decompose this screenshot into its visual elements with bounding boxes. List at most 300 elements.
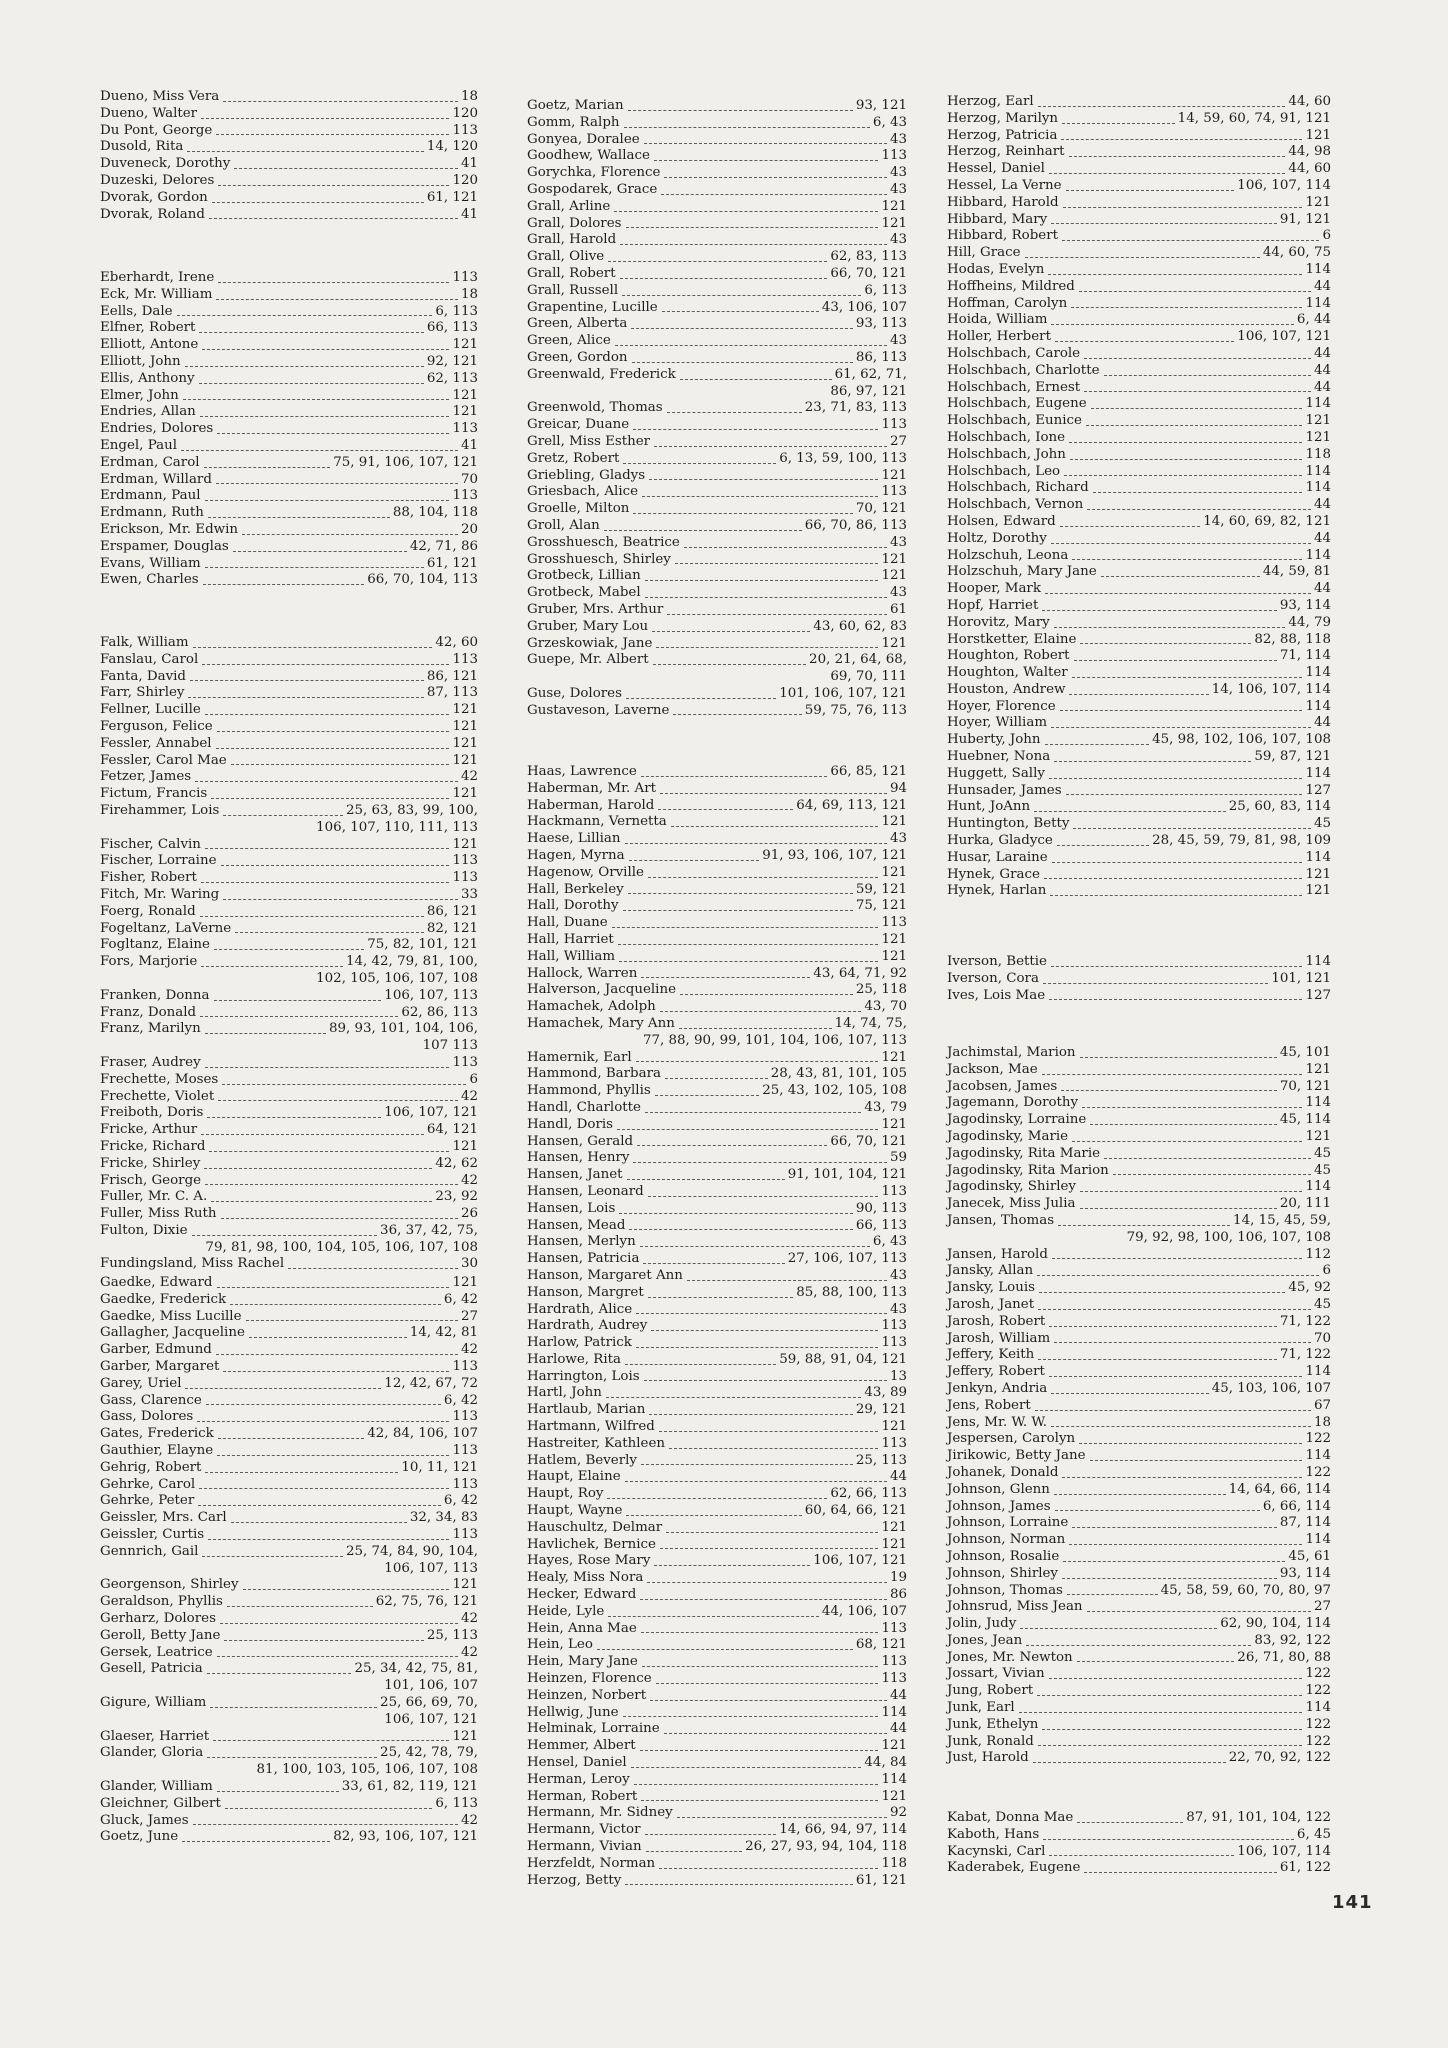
entry-name: Holschbach, Charlotte <box>947 362 1100 378</box>
dot-leader <box>1035 1410 1311 1411</box>
index-entry <box>100 769 478 786</box>
entry-pages: 121 <box>1305 866 1331 882</box>
entry-name: Jagodinsky, Shirley <box>947 1179 1077 1195</box>
entry-name: Geraldson, Phyllis <box>100 1594 223 1610</box>
dot-leader <box>640 1750 879 1751</box>
dot-leader <box>223 815 343 816</box>
dot-leader <box>647 1582 887 1583</box>
entry-pages: 14, 15, 45, 59, <box>1233 1212 1331 1228</box>
index-entry <box>100 1544 478 1561</box>
entry-pages: 121 <box>1305 194 1331 210</box>
entry-pages: 121 <box>452 836 478 852</box>
index-entry <box>527 1688 907 1705</box>
entry-name: Gaedke, Frederick <box>100 1291 227 1307</box>
dot-leader <box>206 1404 441 1405</box>
entry-pages: 114 <box>1305 261 1331 277</box>
entry-name: Ewen, Charles <box>100 572 199 588</box>
entry-name: Fanslau, Carol <box>100 651 199 667</box>
entry-pages: 120 <box>452 172 478 188</box>
entry-name: Jagemann, Dorothy <box>947 1095 1079 1111</box>
dot-leader <box>1073 828 1310 829</box>
index-entry <box>527 1453 907 1470</box>
entry-name: Glander, Gloria <box>100 1745 204 1761</box>
dot-leader <box>1091 408 1303 409</box>
dot-leader <box>208 517 390 518</box>
entry-name: Fricke, Richard <box>100 1138 206 1154</box>
dot-leader <box>1051 324 1293 325</box>
index-entry <box>947 1179 1331 1196</box>
index-entry <box>100 123 478 140</box>
dot-leader <box>209 218 458 219</box>
entry-pages: 44 <box>1313 530 1331 546</box>
entry-name: Evans, William <box>100 555 201 571</box>
dot-leader <box>645 1834 777 1835</box>
entry-pages: 61 <box>889 601 907 617</box>
entry-name: Jagodinsky, Rita Marie <box>947 1145 1101 1161</box>
dot-leader <box>628 893 853 894</box>
entry-pages: 42 <box>460 1610 478 1626</box>
entry-name: Herman, Robert <box>527 1788 638 1804</box>
dot-leader <box>1042 1074 1303 1075</box>
entry-pages: 36, 37, 42, 75, <box>380 1222 478 1238</box>
entry-pages: 106, 107, 110, 111, 113 <box>316 819 478 835</box>
index-entry <box>100 1189 478 1206</box>
index-entry <box>100 1813 478 1830</box>
index-entry <box>100 1359 478 1376</box>
dot-leader <box>608 1616 818 1617</box>
entry-pages: 14, 106, 107, 114 <box>1211 681 1331 697</box>
entry-pages: 75, 91, 106, 107, 121 <box>333 454 478 470</box>
entry-pages: 14, 60, 69, 82, 121 <box>1203 513 1331 529</box>
index-entry <box>527 781 907 798</box>
dot-leader <box>220 1623 458 1624</box>
entry-name: Jens, Mr. W. W. <box>947 1414 1048 1430</box>
index-entry <box>947 799 1331 816</box>
entry-pages: 106, 107, 121 <box>384 1711 478 1727</box>
entry-name: Herzog, Earl <box>947 94 1034 109</box>
entry-pages: 29, 121 <box>855 1402 907 1418</box>
index-entry <box>100 1510 478 1527</box>
dot-leader <box>645 597 887 598</box>
index-entry <box>947 1196 1331 1213</box>
index-entry <box>947 195 1331 212</box>
entry-pages: 113 <box>452 270 478 285</box>
dot-leader <box>249 1337 407 1338</box>
index-entry <box>100 139 478 156</box>
entry-pages: 25, 34, 42, 75, 81, <box>354 1661 478 1677</box>
index-entry <box>527 1285 907 1302</box>
index-entry <box>947 988 1331 1005</box>
entry-pages: 20 <box>460 521 478 537</box>
entry-pages: 114 <box>1305 1179 1331 1195</box>
entry-pages: 43 <box>889 534 907 550</box>
index-entry <box>947 312 1331 329</box>
entry-name: Fessler, Carol Mae <box>100 752 227 768</box>
entry-name: Franz, Marilyn <box>100 1021 201 1037</box>
entry-pages: 121 <box>452 1728 478 1744</box>
index-entry <box>947 245 1331 262</box>
entry-pages: 44, 60, 75 <box>1262 245 1331 261</box>
entry-name: Hatlem, Beverly <box>527 1452 637 1468</box>
entry-name: Gauthier, Elayne <box>100 1442 214 1458</box>
entry-pages: 27 <box>460 1308 478 1324</box>
dot-leader <box>177 315 433 316</box>
index-entry <box>100 404 478 421</box>
entry-name: Gersek, Leatrice <box>100 1644 213 1660</box>
entry-name: Fuller, Mr. C. A. <box>100 1189 208 1205</box>
dot-leader <box>1054 1494 1226 1495</box>
entry-name: Hansen, Patricia <box>527 1251 640 1267</box>
entry-name: Glander, William <box>100 1778 213 1794</box>
dot-leader <box>1054 761 1251 762</box>
dot-leader <box>185 366 424 367</box>
dot-leader <box>202 349 449 350</box>
index-entry <box>947 665 1331 682</box>
entry-name: Holzschuh, Leona <box>947 547 1069 563</box>
entry-pages: 6, 113 <box>435 1795 478 1811</box>
entry-name: Hessel, La Verne <box>947 177 1062 193</box>
dot-leader <box>1062 123 1175 124</box>
index-entry <box>947 413 1331 430</box>
entry-name: Jarosh, William <box>947 1330 1051 1346</box>
dot-leader <box>645 1112 861 1113</box>
entry-pages: 114 <box>1305 1095 1331 1111</box>
entry-name: Hallock, Warren <box>527 965 638 981</box>
entry-pages: 121 <box>1305 883 1331 899</box>
entry-name: Huntington, Betty <box>947 816 1070 832</box>
entry-pages: 66, 113 <box>426 320 478 336</box>
entry-pages: 14, 66, 94, 97, 114 <box>779 1822 907 1838</box>
entry-name: Fulton, Dixie <box>100 1222 188 1238</box>
index-entry <box>947 1566 1331 1583</box>
entry-pages: 62, 113 <box>426 370 478 386</box>
entry-pages: 121 <box>452 337 478 353</box>
index-entry <box>100 89 478 106</box>
index-entry-continuation <box>100 1240 478 1257</box>
entry-pages: 43 <box>889 181 907 197</box>
dot-leader <box>1042 1729 1302 1730</box>
dot-leader <box>1080 643 1251 644</box>
entry-pages: 127 <box>1305 782 1331 798</box>
dot-leader <box>640 1246 870 1247</box>
entry-name: Hall, William <box>527 948 616 964</box>
entry-name: Heinzen, Florence <box>527 1671 652 1687</box>
entry-name: Havlichek, Bernice <box>527 1536 656 1552</box>
index-entry <box>100 1156 478 1173</box>
entry-pages: 61, 122 <box>1279 1860 1331 1876</box>
dot-leader <box>1042 610 1277 611</box>
dot-leader <box>671 826 879 827</box>
index-entry <box>947 1583 1331 1600</box>
entry-pages: 93, 114 <box>1279 597 1331 613</box>
index-entry <box>527 848 907 865</box>
entry-pages: 121 <box>881 1049 907 1065</box>
entry-name: Grall, Harold <box>527 232 617 248</box>
index-entry-continuation <box>100 1712 478 1729</box>
dot-leader <box>246 1320 458 1321</box>
index-entry <box>100 1292 478 1309</box>
index-entry <box>527 434 907 451</box>
dot-leader <box>1043 1839 1294 1840</box>
entry-pages: 113 <box>881 1671 907 1687</box>
index-entry <box>100 1393 478 1410</box>
dot-leader <box>1063 1561 1285 1562</box>
index-entry <box>100 1796 478 1813</box>
index-entry <box>527 1201 907 1218</box>
entry-pages: 93, 121 <box>855 98 907 113</box>
entry-pages: 70 <box>460 471 478 487</box>
index-entry <box>527 316 907 333</box>
entry-pages: 44, 106, 107 <box>821 1603 907 1619</box>
dot-leader <box>1066 794 1303 795</box>
dot-leader <box>1104 1158 1311 1159</box>
entry-pages: 82, 88, 118 <box>1254 631 1331 647</box>
entry-pages: 66, 70, 121 <box>830 1133 907 1149</box>
entry-pages: 67 <box>1313 1397 1331 1413</box>
dot-leader <box>1049 778 1303 779</box>
entry-name: Hopf, Harriet <box>947 597 1039 613</box>
dot-leader <box>1080 1191 1302 1192</box>
dot-leader <box>1104 375 1311 376</box>
dot-leader <box>222 1084 466 1085</box>
entry-pages: 43, 79 <box>864 1099 907 1115</box>
dot-leader <box>187 151 423 152</box>
entry-name: Du Pont, George <box>100 122 213 138</box>
entry-pages: 59, 88, 91, 04, 121 <box>779 1351 907 1367</box>
entry-name: Hermann, Victor <box>527 1822 641 1838</box>
entry-name: Gesell, Patricia <box>100 1661 203 1677</box>
entry-pages: 32, 34, 83 <box>409 1510 478 1526</box>
index-entry <box>100 539 478 556</box>
entry-pages: 122 <box>1305 1464 1331 1480</box>
entry-name: Hanson, Margaret Ann <box>527 1267 683 1283</box>
entry-pages: 45, 98, 102, 106, 107, 108 <box>1152 732 1331 748</box>
dot-leader <box>195 781 458 782</box>
entry-pages: 101, 106, 107 <box>384 1678 478 1694</box>
dot-leader <box>648 877 878 878</box>
entry-name: Gass, Clarence <box>100 1392 202 1408</box>
index-entry <box>527 1352 907 1369</box>
entry-name: Gruber, Mary Lou <box>527 618 649 634</box>
entry-pages: 113 <box>881 417 907 433</box>
dot-leader <box>1034 811 1226 812</box>
index-entry <box>527 636 907 653</box>
entry-pages: 114 <box>881 1771 907 1787</box>
index-entry <box>527 1218 907 1235</box>
dot-leader <box>1038 1359 1277 1360</box>
entry-pages: 62, 66, 113 <box>830 1486 907 1502</box>
dot-leader <box>620 278 828 279</box>
entry-name: Hill, Grace <box>947 245 1021 261</box>
entry-pages: 43, 106, 107 <box>821 299 907 315</box>
entry-name: Hall, Dorothy <box>527 898 619 914</box>
index-entry <box>947 715 1331 732</box>
entry-pages: 44, 60 <box>1288 161 1331 177</box>
entry-name: Fanta, David <box>100 668 187 684</box>
entry-pages: 6, 44 <box>1296 312 1331 328</box>
entry-pages: 44, 84 <box>864 1755 907 1771</box>
dot-leader <box>185 1388 381 1389</box>
index-entry <box>947 1499 1331 1516</box>
entry-pages: 18 <box>1313 1414 1331 1430</box>
entry-pages: 121 <box>881 551 907 567</box>
entry-pages: 20, 111 <box>1279 1196 1331 1212</box>
index-entry <box>527 501 907 518</box>
entry-name: Hall, Berkeley <box>527 881 624 897</box>
dot-leader <box>1070 459 1303 460</box>
entry-pages: 14, 74, 75, <box>834 1015 907 1031</box>
dot-leader <box>665 1078 768 1079</box>
dot-leader <box>679 1028 832 1029</box>
dot-leader <box>213 1740 449 1741</box>
entry-name: Holler, Herbert <box>947 329 1051 345</box>
entry-pages: 64, 69, 113, 121 <box>796 797 907 813</box>
entry-name: Kaderabek, Eugene <box>947 1860 1081 1876</box>
dot-leader <box>216 483 458 484</box>
dot-leader <box>633 513 852 514</box>
dot-leader <box>1049 1376 1303 1377</box>
entry-name: Green, Alice <box>527 333 611 349</box>
entry-name: Harlowe, Rita <box>527 1351 622 1367</box>
index-entry <box>947 430 1331 447</box>
entry-name: Hagen, Myrna <box>527 847 625 863</box>
index-entry <box>527 652 907 669</box>
index-entry <box>527 865 907 882</box>
dot-leader <box>1086 425 1302 426</box>
entry-pages: 121 <box>881 1738 907 1754</box>
index-entry <box>947 1717 1331 1734</box>
entry-name: Hessel, Daniel <box>947 161 1045 177</box>
entry-name: Helminak, Lorraine <box>527 1721 660 1737</box>
entry-pages: 112 <box>1305 1246 1331 1262</box>
index-entry <box>527 1587 907 1604</box>
entry-name: Jarosh, Robert <box>947 1313 1046 1329</box>
dot-leader <box>633 1162 887 1163</box>
entry-pages: 26 <box>460 1206 478 1222</box>
index-entry <box>947 648 1331 665</box>
dot-leader <box>623 910 853 911</box>
dot-leader <box>617 1129 878 1130</box>
entry-pages: 122 <box>1305 1733 1331 1749</box>
index-entry <box>527 1772 907 1789</box>
entry-name: Hackmann, Vernetta <box>527 814 667 830</box>
index-entry <box>100 1493 478 1510</box>
index-entry <box>100 1829 478 1846</box>
entry-name: Kabat, Donna Mae <box>947 1810 1074 1825</box>
dot-leader <box>223 899 458 900</box>
index-entry <box>947 1482 1331 1499</box>
entry-pages: 114 <box>1305 1532 1331 1548</box>
entry-name: Husar, Laraine <box>947 849 1048 865</box>
index-entry <box>527 1016 907 1033</box>
dot-leader <box>1045 593 1311 594</box>
dot-leader <box>636 1313 887 1314</box>
dot-leader <box>216 1354 458 1355</box>
dot-leader <box>1038 106 1286 107</box>
dot-leader <box>1080 1208 1277 1209</box>
entry-pages: 59 <box>889 1150 907 1166</box>
entry-name: Hardrath, Alice <box>527 1301 633 1317</box>
index-entry <box>527 1402 907 1419</box>
entry-pages: 92 <box>889 1805 907 1821</box>
index-entry <box>527 300 907 317</box>
index-entry <box>100 1206 478 1223</box>
entry-pages: 120 <box>452 105 478 121</box>
entry-pages: 44, 60 <box>1288 94 1331 109</box>
entry-pages: 121 <box>881 1788 907 1804</box>
entry-name: Hodas, Evelyn <box>947 261 1045 277</box>
entry-pages: 94 <box>889 780 907 796</box>
dot-leader <box>218 185 449 186</box>
dot-leader <box>208 1539 449 1540</box>
entry-pages: 6, 113 <box>864 282 907 298</box>
entry-pages: 45, 92 <box>1288 1280 1331 1296</box>
entry-name: Holschbach, Leo <box>947 463 1061 479</box>
entry-name: Hemmer, Albert <box>527 1738 636 1754</box>
index-entry <box>527 266 907 283</box>
entry-pages: 44 <box>1313 345 1331 361</box>
entry-name: Hynek, Grace <box>947 866 1040 882</box>
index-entry <box>527 1150 907 1167</box>
index-entry <box>527 568 907 585</box>
dot-leader <box>199 1488 449 1489</box>
entry-pages: 127 <box>1305 987 1331 1003</box>
index-entry <box>527 1469 907 1486</box>
entry-pages: 113 <box>452 1054 478 1070</box>
index-entry <box>100 354 478 371</box>
dot-leader <box>620 244 887 245</box>
dot-leader <box>612 927 879 928</box>
index-entry <box>527 1234 907 1251</box>
index-entry <box>947 447 1331 464</box>
index-entry <box>527 1083 907 1100</box>
index-entry <box>100 488 478 505</box>
entry-name: Grall, Arline <box>527 198 611 214</box>
index-entry <box>100 1309 478 1326</box>
index-entry <box>527 1335 907 1352</box>
index-entry <box>100 556 478 573</box>
entry-pages: 14, 42, 79, 81, 100, <box>345 954 478 970</box>
entry-pages: 61, 62, 71, <box>834 366 907 382</box>
entry-pages: 69, 70, 111 <box>830 669 907 685</box>
dot-leader <box>217 1791 339 1792</box>
index-entry <box>100 786 478 803</box>
index-entry <box>100 702 478 719</box>
entry-pages: 25, 60, 83, 114 <box>1228 799 1331 815</box>
index-entry <box>527 1822 907 1839</box>
dot-leader <box>243 1589 450 1590</box>
index-entry <box>947 615 1331 632</box>
entry-pages: 82, 121 <box>426 920 478 936</box>
dot-leader <box>217 731 450 732</box>
entry-name: Jeffery, Keith <box>947 1347 1035 1363</box>
entry-pages: 44 <box>889 1469 907 1485</box>
dot-leader <box>1069 694 1208 695</box>
entry-pages: 121 <box>881 948 907 964</box>
entry-name: Garber, Edmund <box>100 1342 212 1358</box>
entry-name: Dvorak, Roland <box>100 206 205 222</box>
entry-pages: 42, 84, 106, 107 <box>367 1426 478 1442</box>
entry-pages: 77, 88, 90, 99, 101, 104, 106, 107, 113 <box>642 1032 907 1048</box>
entry-pages: 121 <box>452 752 478 768</box>
entry-pages: 122 <box>1305 1431 1331 1447</box>
entry-pages: 27, 106, 107, 113 <box>787 1251 907 1267</box>
entry-pages: 113 <box>452 488 478 504</box>
entry-pages: 25, 118 <box>855 982 907 998</box>
entry-pages: 121 <box>452 1138 478 1154</box>
index-entry <box>947 1213 1331 1230</box>
entry-pages: 66, 85, 121 <box>830 764 907 779</box>
